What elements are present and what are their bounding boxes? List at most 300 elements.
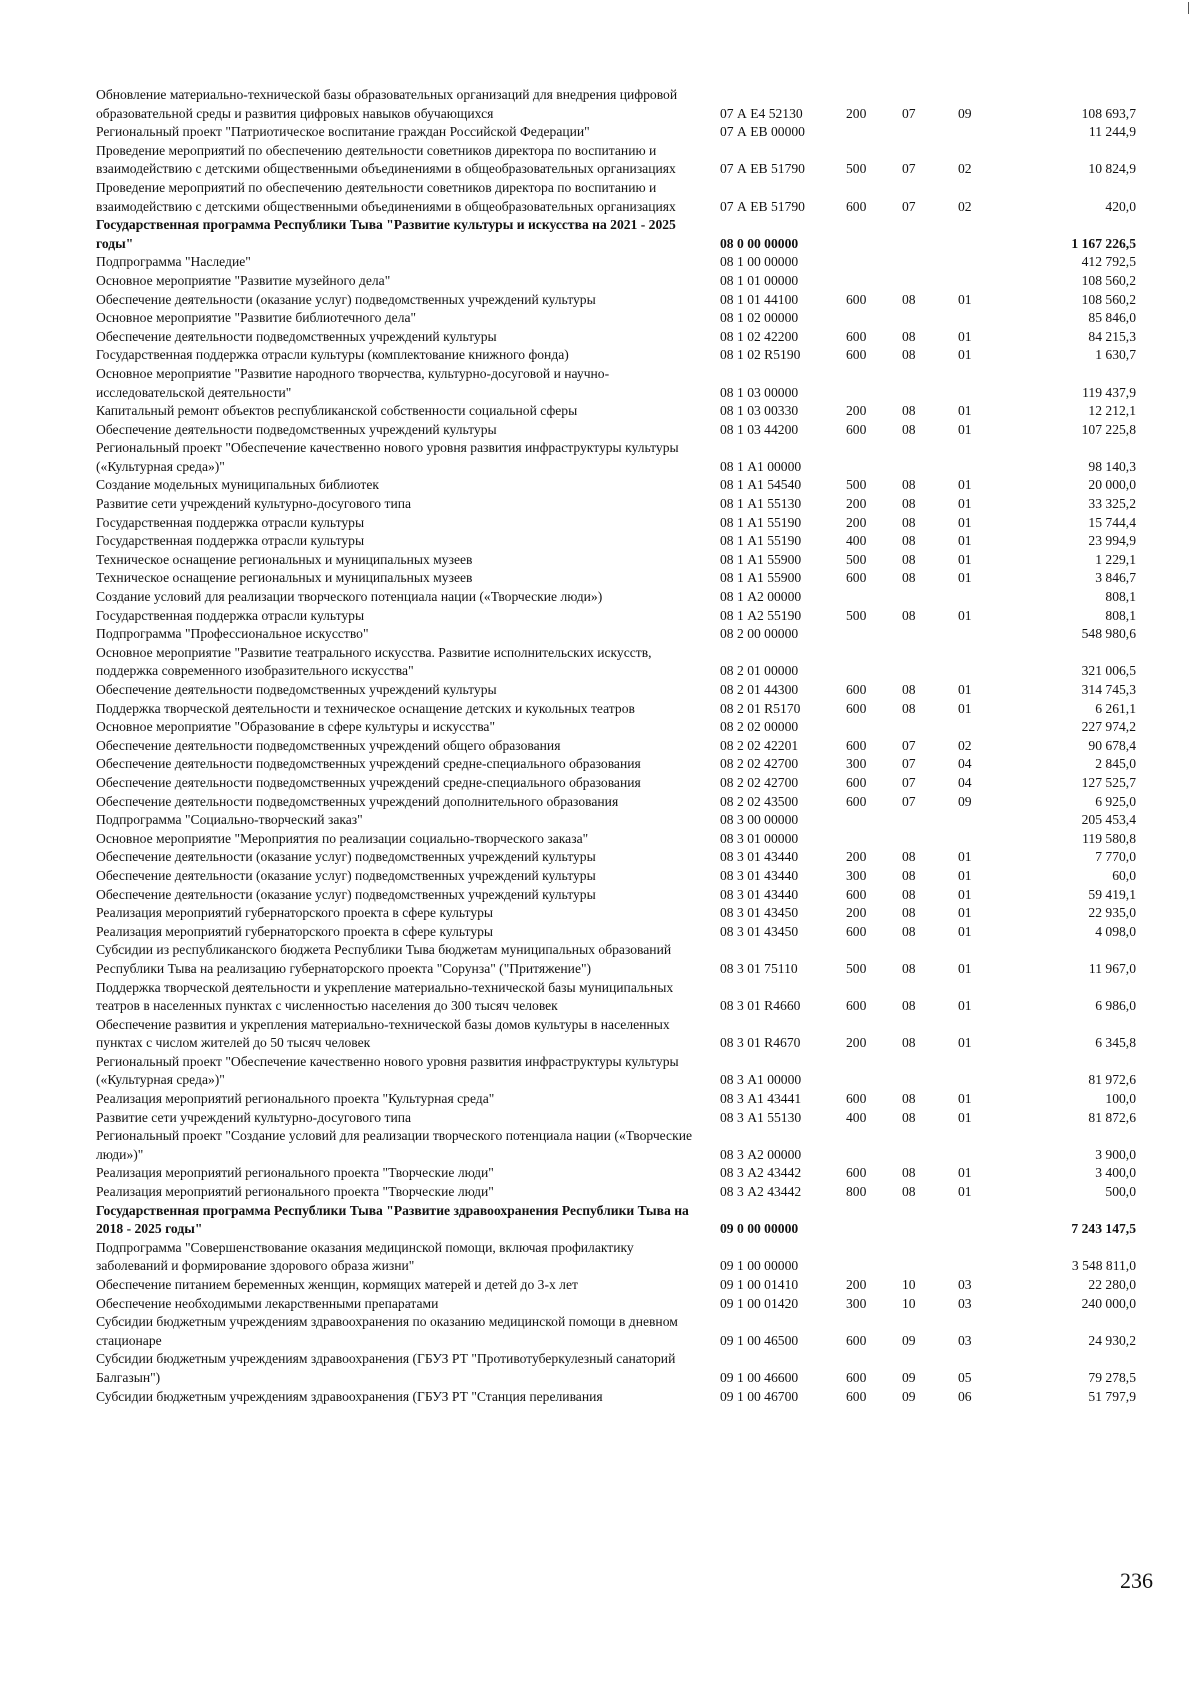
table-row (96, 1053, 1136, 1090)
expenditure-name: Региональный проект "Обеспечение качественно нового уровня развития инфраструктуры культуры («Культурная среда»)" (96, 440, 679, 474)
subsection-code: 01 (958, 1109, 972, 1125)
target-article-code: 08 2 02 42201 (720, 737, 799, 753)
section-code: 08 (902, 607, 916, 623)
subsection-code: 01 (958, 960, 972, 976)
expenditure-name: Основное мероприятие "Развитие театрального искусства. Развитие исполнительских искусств, поддержка современного изобразительного искусства" (96, 644, 652, 679)
table-row (96, 1295, 1136, 1314)
expense-type-code: 600 (846, 682, 867, 697)
section-code: 08 (902, 514, 916, 530)
target-article-code: 08 1 А1 55190 (720, 514, 802, 530)
table-row (96, 495, 1136, 514)
amount: 84 215,3 (1088, 328, 1136, 344)
scan-mark (1188, 2, 1189, 14)
amount: 85 846,0 (1088, 310, 1136, 326)
amount: 98 140,3 (1088, 458, 1136, 474)
section-code: 08 (902, 1091, 916, 1107)
target-article-code: 08 3 А2 43442 (720, 1184, 802, 1200)
table-row (96, 1388, 1136, 1407)
table-row (96, 848, 1136, 867)
table-row (96, 309, 1136, 328)
amount: 108 560,2 (1081, 272, 1136, 288)
table-row (96, 532, 1136, 551)
section-code: 08 (902, 960, 916, 976)
target-article-code: 08 1 А2 00000 (720, 589, 802, 605)
amount: 3 846,7 (1095, 570, 1136, 586)
amount: 23 994,9 (1088, 533, 1136, 549)
amount: 3 400,0 (1095, 1165, 1136, 1181)
amount: 321 006,5 (1081, 663, 1136, 679)
target-article-code: 09 1 00 01410 (720, 1277, 799, 1292)
table-row (96, 607, 1136, 626)
expenditure-name: Обеспечение необходимыми лекарственными препаратами (96, 1295, 439, 1311)
expenditure-name: Обеспечение деятельности (оказание услуг) подведомственных учреждений культуры (96, 291, 596, 307)
table-row (96, 1313, 1136, 1350)
table-row (96, 1239, 1136, 1276)
target-article-code: 08 1 02 00000 (720, 310, 799, 326)
expense-type-code: 200 (846, 1277, 867, 1292)
section-code: 08 (902, 923, 916, 939)
amount: 108 693,7 (1081, 105, 1136, 121)
section-code: 10 (902, 1295, 916, 1311)
expenditure-name: Основное мероприятие "Развитие народного творчества, культурно-досуговой и научно-исследовательской деятельности" (96, 365, 610, 400)
target-article-code: 08 1 01 00000 (720, 272, 799, 288)
expense-type-code: 600 (846, 737, 867, 753)
expense-type-code: 600 (846, 1388, 867, 1404)
target-article-code: 07 А ЕВ 51790 (720, 198, 805, 214)
subsection-code: 03 (958, 1277, 972, 1292)
amount: 108 560,2 (1081, 291, 1136, 307)
table-row (96, 793, 1136, 812)
expenditure-name: Поддержка творческой деятельности и укрепление материально-технической базы муниципальных театров в населенных пунктах с численностью населения до 300 тысяч человек (96, 979, 674, 1014)
table-row (96, 569, 1136, 588)
expense-type-code: 600 (846, 1369, 867, 1385)
table-row (96, 272, 1136, 291)
table-row (96, 514, 1136, 533)
expenditure-name: Проведение мероприятий по обеспечению деятельности советников директора по воспитанию и взаимодействию с детскими общественными объединениями в общеобразовательных организациях (96, 142, 676, 177)
expense-type-code: 200 (846, 496, 867, 512)
target-article-code: 08 3 01 43440 (720, 849, 799, 865)
expenditure-name: Реализация мероприятий губернаторского проекта в сфере культуры (96, 923, 494, 939)
target-article-code: 09 1 00 46600 (720, 1369, 799, 1385)
target-article-code: 08 3 01 75110 (720, 960, 798, 976)
amount: 4 098,0 (1095, 923, 1136, 939)
amount: 808,1 (1105, 589, 1136, 605)
expense-type-code: 600 (846, 998, 867, 1014)
amount: 15 744,4 (1088, 514, 1136, 530)
expenditure-name: Региональный проект "Создание условий для реализации творческого потенциала нации («Творческие люди»)" (96, 1128, 693, 1162)
table-row (96, 1164, 1136, 1183)
target-article-code: 08 0 00 00000 (720, 235, 799, 251)
section-code: 08 (902, 1035, 916, 1051)
expense-type-code: 600 (846, 570, 867, 586)
expenditure-name: Обеспечение деятельности (оказание услуг) подведомственных учреждений культуры (96, 886, 596, 902)
expenditure-name: Государственная поддержка отрасли культуры (96, 607, 365, 623)
expenditure-name: Государственная программа Республики Тыва "Развитие культуры и искусства на 2021 - 2025 годы" (96, 217, 676, 251)
subsection-code: 01 (958, 700, 972, 716)
expenditure-name: Техническое оснащение региональных и муниципальных музеев (96, 570, 473, 586)
target-article-code: 08 3 01 R4660 (720, 998, 801, 1014)
expense-type-code: 500 (846, 161, 867, 177)
section-code: 07 (902, 756, 916, 772)
table-row (96, 142, 1136, 179)
expenditure-name: Проведение мероприятий по обеспечению деятельности советников директора по воспитанию и взаимодействию с детскими общественными объединениями в общеобразовательных организациях (96, 179, 676, 214)
section-code: 08 (902, 682, 916, 697)
table-row (96, 979, 1136, 1016)
section-code: 07 (902, 198, 916, 214)
section-code: 08 (902, 421, 916, 437)
table-row (96, 1090, 1136, 1109)
expenditure-name: Субсидии бюджетным учреждениям здравоохранения (ГБУЗ РТ "Станция переливания (96, 1388, 603, 1404)
target-article-code: 07 А ЕВ 00000 (720, 124, 805, 140)
amount: 22 935,0 (1088, 905, 1136, 921)
expense-type-code: 200 (846, 849, 867, 865)
expense-type-code: 200 (846, 403, 867, 419)
target-article-code: 07 А Е4 52130 (720, 105, 803, 121)
subsection-code: 01 (958, 291, 972, 307)
target-article-code: 08 2 00 00000 (720, 626, 799, 642)
amount: 3 900,0 (1095, 1146, 1136, 1162)
subsection-code: 01 (958, 1035, 972, 1051)
target-article-code: 08 1 03 00000 (720, 384, 799, 400)
amount: 240 000,0 (1081, 1295, 1136, 1311)
expense-type-code: 600 (846, 923, 867, 939)
expenditure-name: Обеспечение деятельности (оказание услуг) подведомственных учреждений культуры (96, 849, 596, 865)
expense-type-code: 300 (846, 756, 867, 772)
section-code: 08 (902, 1184, 916, 1200)
amount: 420,0 (1105, 198, 1136, 214)
amount: 11 244,9 (1088, 124, 1136, 140)
amount: 6 261,1 (1095, 700, 1136, 716)
expenditure-name: Региональный проект "Патриотическое воспитание граждан Российской Федерации" (96, 124, 590, 140)
target-article-code: 08 1 А1 54540 (720, 477, 802, 493)
table-row (96, 625, 1136, 644)
expenditure-name: Государственная поддержка отрасли культуры (96, 514, 365, 530)
expenditure-name: Подпрограмма "Профессиональное искусство" (96, 626, 369, 642)
subsection-code: 03 (958, 1332, 972, 1348)
expense-type-code: 600 (846, 328, 867, 344)
amount: 81 872,6 (1088, 1109, 1136, 1125)
subsection-code: 04 (958, 756, 972, 772)
expense-type-code: 200 (846, 905, 867, 921)
expenditure-name: Субсидии бюджетным учреждениям здравоохранения по оказанию медицинской помощи в дневном стационаре (96, 1314, 678, 1348)
subsection-code: 01 (958, 477, 972, 493)
expenditure-name: Подпрограмма "Наследие" (96, 254, 251, 270)
table-row (96, 365, 1136, 402)
expenditure-name: Субсидии бюджетным учреждениям здравоохранения (ГБУЗ РТ "Противотуберкулезный санаторий Балгазын") (96, 1351, 676, 1385)
target-article-code: 08 3 А2 00000 (720, 1146, 802, 1162)
subsection-code: 09 (958, 105, 972, 121)
expense-type-code: 200 (846, 105, 867, 121)
amount: 314 745,3 (1081, 682, 1136, 697)
section-code: 08 (902, 1165, 916, 1181)
section-code: 08 (902, 886, 916, 902)
target-article-code: 08 1 А2 55190 (720, 607, 802, 623)
expense-type-code: 600 (846, 291, 867, 307)
expenditure-name: Поддержка творческой деятельности и техническое оснащение детских и кукольных театров (96, 700, 635, 716)
section-code: 09 (902, 1369, 916, 1385)
expense-type-code: 800 (846, 1184, 867, 1200)
table-row (96, 86, 1136, 123)
expense-type-code: 600 (846, 886, 867, 902)
expenditure-name: Государственная поддержка отрасли культуры (комплектование книжного фонда) (96, 347, 569, 363)
amount: 79 278,5 (1088, 1369, 1136, 1385)
expense-type-code: 200 (846, 514, 867, 530)
table-row (96, 1127, 1136, 1164)
amount: 127 525,7 (1081, 774, 1136, 790)
amount: 51 797,9 (1088, 1388, 1136, 1404)
expense-type-code: 500 (846, 477, 867, 493)
amount: 22 280,0 (1088, 1277, 1136, 1292)
table-row (96, 700, 1136, 719)
amount: 548 980,6 (1081, 626, 1136, 642)
expenditure-name: Капитальный ремонт объектов республиканской собственности социальной сферы (96, 403, 578, 419)
expenditure-name: Основное мероприятие "Развитие музейного дела" (96, 272, 391, 288)
table-row (96, 830, 1136, 849)
section-code: 10 (902, 1277, 916, 1292)
target-article-code: 08 3 01 43450 (720, 923, 799, 939)
table-row (96, 1350, 1136, 1387)
section-code: 08 (902, 700, 916, 716)
section-code: 08 (902, 533, 916, 549)
target-article-code: 08 1 00 00000 (720, 254, 799, 270)
section-code: 08 (902, 570, 916, 586)
amount: 7 770,0 (1095, 849, 1136, 865)
subsection-code: 01 (958, 682, 972, 697)
expenditure-name: Обновление материально-технической базы образовательных организаций для внедрения цифровой образовательной среды и развития цифровых навыков обучающихся (96, 87, 678, 121)
target-article-code: 08 2 02 42700 (720, 774, 799, 790)
amount: 59 419,1 (1088, 886, 1136, 902)
target-article-code: 08 2 02 00000 (720, 719, 799, 735)
section-code: 08 (902, 998, 916, 1014)
expense-type-code: 300 (846, 1295, 867, 1311)
target-article-code: 08 3 01 43440 (720, 867, 799, 883)
expense-type-code: 500 (846, 960, 867, 976)
target-article-code: 08 1 03 00330 (720, 403, 799, 419)
table-row (96, 737, 1136, 756)
subsection-code: 01 (958, 347, 972, 363)
amount: 24 930,2 (1088, 1332, 1136, 1348)
amount: 6 925,0 (1095, 793, 1136, 809)
subsection-code: 01 (958, 849, 972, 865)
amount: 11 967,0 (1088, 960, 1136, 976)
target-article-code: 09 1 00 00000 (720, 1258, 799, 1274)
target-article-code: 08 1 А1 00000 (720, 458, 802, 474)
expenditure-name: Обеспечение развития и укрепления материально-технической базы домов культуры в населенных пунктах с числом жителей до 50 тысяч человек (96, 1016, 670, 1051)
target-article-code: 08 2 01 00000 (720, 663, 799, 679)
section-code: 07 (902, 161, 916, 177)
section-code: 08 (902, 403, 916, 419)
subsection-code: 01 (958, 421, 972, 437)
table-row (96, 811, 1136, 830)
table-row (96, 1202, 1136, 1239)
table-row (96, 867, 1136, 886)
target-article-code: 08 1 03 44200 (720, 421, 799, 437)
expenditure-name: Реализация мероприятий регионального проекта "Творческие люди" (96, 1184, 494, 1200)
amount: 33 325,2 (1088, 496, 1136, 512)
table-row (96, 439, 1136, 476)
target-article-code: 08 3 01 R4670 (720, 1035, 801, 1051)
target-article-code: 08 2 01 44300 (720, 682, 799, 697)
table-row (96, 346, 1136, 365)
expense-type-code: 400 (846, 533, 867, 549)
expense-type-code: 600 (846, 1165, 867, 1181)
target-article-code: 07 А ЕВ 51790 (720, 161, 805, 177)
expense-type-code: 600 (846, 421, 867, 437)
target-article-code: 09 0 00 00000 (720, 1221, 799, 1237)
subsection-code: 01 (958, 328, 972, 344)
subsection-code: 01 (958, 905, 972, 921)
table-row (96, 476, 1136, 495)
amount: 3 548 811,0 (1071, 1258, 1136, 1274)
expense-type-code: 300 (846, 867, 867, 883)
table-row (96, 718, 1136, 737)
expenditure-name: Обеспечение деятельности (оказание услуг) подведомственных учреждений культуры (96, 867, 596, 883)
amount: 808,1 (1105, 607, 1136, 623)
expenditure-name: Подпрограмма "Социально-творческий заказ" (96, 812, 363, 828)
expenditure-name: Обеспечение питанием беременных женщин, кормящих матерей и детей до 3-х лет (96, 1277, 578, 1292)
subsection-code: 04 (958, 774, 972, 790)
amount: 107 225,8 (1081, 421, 1136, 437)
subsection-code: 01 (958, 1091, 972, 1107)
target-article-code: 09 1 00 46700 (720, 1388, 799, 1404)
table-row (96, 421, 1136, 440)
table-row (96, 1016, 1136, 1053)
subsection-code: 01 (958, 1184, 972, 1200)
target-article-code: 08 3 01 00000 (720, 830, 799, 846)
section-code: 07 (902, 774, 916, 790)
section-code: 08 (902, 477, 916, 493)
subsection-code: 01 (958, 886, 972, 902)
target-article-code: 08 1 02 R5190 (720, 347, 801, 363)
table-row (96, 1276, 1136, 1295)
amount: 90 678,4 (1088, 737, 1136, 753)
amount: 10 824,9 (1088, 161, 1136, 177)
target-article-code: 08 2 02 42700 (720, 756, 799, 772)
amount: 1 167 226,5 (1071, 235, 1136, 251)
section-code: 08 (902, 291, 916, 307)
budget-table (96, 86, 1136, 1406)
target-article-code: 08 1 02 42200 (720, 328, 799, 344)
expenditure-name: Техническое оснащение региональных и муниципальных музеев (96, 551, 473, 567)
subsection-code: 01 (958, 1165, 972, 1181)
amount: 6 986,0 (1095, 998, 1136, 1014)
target-article-code: 08 1 А1 55130 (720, 496, 802, 512)
target-article-code: 08 3 01 43450 (720, 905, 799, 921)
expenditure-name: Реализация мероприятий регионального проекта "Творческие люди" (96, 1165, 494, 1181)
section-code: 08 (902, 328, 916, 344)
expense-type-code: 600 (846, 774, 867, 790)
subsection-code: 02 (958, 161, 972, 177)
expenditure-name: Обеспечение деятельности подведомственных учреждений культуры (96, 421, 497, 437)
expenditure-name: Обеспечение деятельности подведомственных учреждений дополнительного образования (96, 793, 619, 809)
amount: 81 972,6 (1088, 1072, 1136, 1088)
table-row (96, 328, 1136, 347)
amount: 2 845,0 (1095, 756, 1136, 772)
expenditure-name: Обеспечение деятельности подведомственных учреждений средне-специального образования (96, 774, 641, 790)
target-article-code: 08 3 А1 55130 (720, 1109, 802, 1125)
section-code: 08 (902, 1109, 916, 1125)
expense-type-code: 500 (846, 551, 867, 567)
expenditure-name: Субсидии из республиканского бюджета Республики Тыва бюджетам муниципальных образований Республики Тыва на реализацию губернаторского проекта "Сорунза" ("Притяжение") (96, 942, 672, 976)
table-row (96, 904, 1136, 923)
expenditure-name: Региональный проект "Обеспечение качественно нового уровня развития инфраструктуры культуры («Культурная среда»)" (96, 1053, 679, 1088)
expenditure-name: Подпрограмма "Совершенствование оказания медицинской помощи, включая профилактику заболеваний и формирование здорового образа жизни" (96, 1239, 634, 1274)
table-row (96, 402, 1136, 421)
expenditure-name: Создание условий для реализации творческого потенциала нации («Творческие люди») (96, 589, 603, 605)
expense-type-code: 200 (846, 1035, 867, 1051)
expense-type-code: 600 (846, 198, 867, 214)
subsection-code: 01 (958, 514, 972, 530)
subsection-code: 01 (958, 923, 972, 939)
table-row (96, 1183, 1136, 1202)
target-article-code: 08 1 А1 55900 (720, 551, 802, 567)
target-article-code: 08 3 01 43440 (720, 886, 799, 902)
section-code: 08 (902, 347, 916, 363)
target-article-code: 08 1 А1 55900 (720, 570, 802, 586)
amount: 7 243 147,5 (1071, 1221, 1136, 1237)
expenditure-name: Основное мероприятие "Мероприятия по реализации социально-творческого заказа" (96, 830, 589, 846)
amount: 500,0 (1105, 1184, 1136, 1200)
table-row (96, 291, 1136, 310)
amount: 100,0 (1105, 1091, 1136, 1107)
subsection-code: 01 (958, 998, 972, 1014)
section-code: 09 (902, 1332, 916, 1348)
subsection-code: 09 (958, 793, 972, 809)
subsection-code: 02 (958, 198, 972, 214)
amount: 6 345,8 (1095, 1035, 1136, 1051)
expenditure-name: Основное мероприятие "Образование в сфере культуры и искусства" (96, 719, 496, 735)
expenditure-name: Развитие сети учреждений культурно-досугового типа (96, 496, 412, 512)
amount: 205 453,4 (1081, 812, 1136, 828)
table-row (96, 1109, 1136, 1128)
expense-type-code: 400 (846, 1109, 867, 1125)
target-article-code: 08 1 01 44100 (720, 291, 799, 307)
subsection-code: 05 (958, 1369, 972, 1385)
amount: 20 000,0 (1088, 477, 1136, 493)
target-article-code: 08 2 02 43500 (720, 793, 799, 809)
section-code: 08 (902, 849, 916, 865)
target-article-code: 08 3 А1 43441 (720, 1091, 802, 1107)
expense-type-code: 500 (846, 607, 867, 623)
table-row (96, 216, 1136, 253)
table-row (96, 179, 1136, 216)
section-code: 08 (902, 867, 916, 883)
expenditure-name: Обеспечение деятельности подведомственных учреждений культуры (96, 682, 497, 697)
section-code: 07 (902, 793, 916, 809)
expenditure-name: Создание модельных муниципальных библиотек (96, 477, 379, 493)
subsection-code: 01 (958, 867, 972, 883)
expense-type-code: 600 (846, 793, 867, 809)
target-article-code: 09 1 00 01420 (720, 1295, 799, 1311)
amount: 119 580,8 (1082, 830, 1136, 846)
target-article-code: 08 2 01 R5170 (720, 700, 801, 716)
table-row (96, 941, 1136, 978)
amount: 12 212,1 (1088, 403, 1136, 419)
subsection-code: 02 (958, 737, 972, 753)
expenditure-name: Реализация мероприятий регионального проекта "Культурная среда" (96, 1091, 495, 1107)
expenditure-name: Государственная программа Республики Тыва "Развитие здравоохранения Республики Тыва на 2018 - 2025 годы" (96, 1202, 689, 1237)
subsection-code: 01 (958, 607, 972, 623)
section-code: 08 (902, 905, 916, 921)
table-row (96, 253, 1136, 272)
section-code: 07 (902, 105, 916, 121)
target-article-code: 08 3 00 00000 (720, 812, 799, 828)
table-row (96, 681, 1136, 700)
section-code: 09 (902, 1388, 916, 1404)
section-code: 07 (902, 737, 916, 753)
subsection-code: 03 (958, 1295, 972, 1311)
amount: 119 437,9 (1082, 384, 1136, 400)
